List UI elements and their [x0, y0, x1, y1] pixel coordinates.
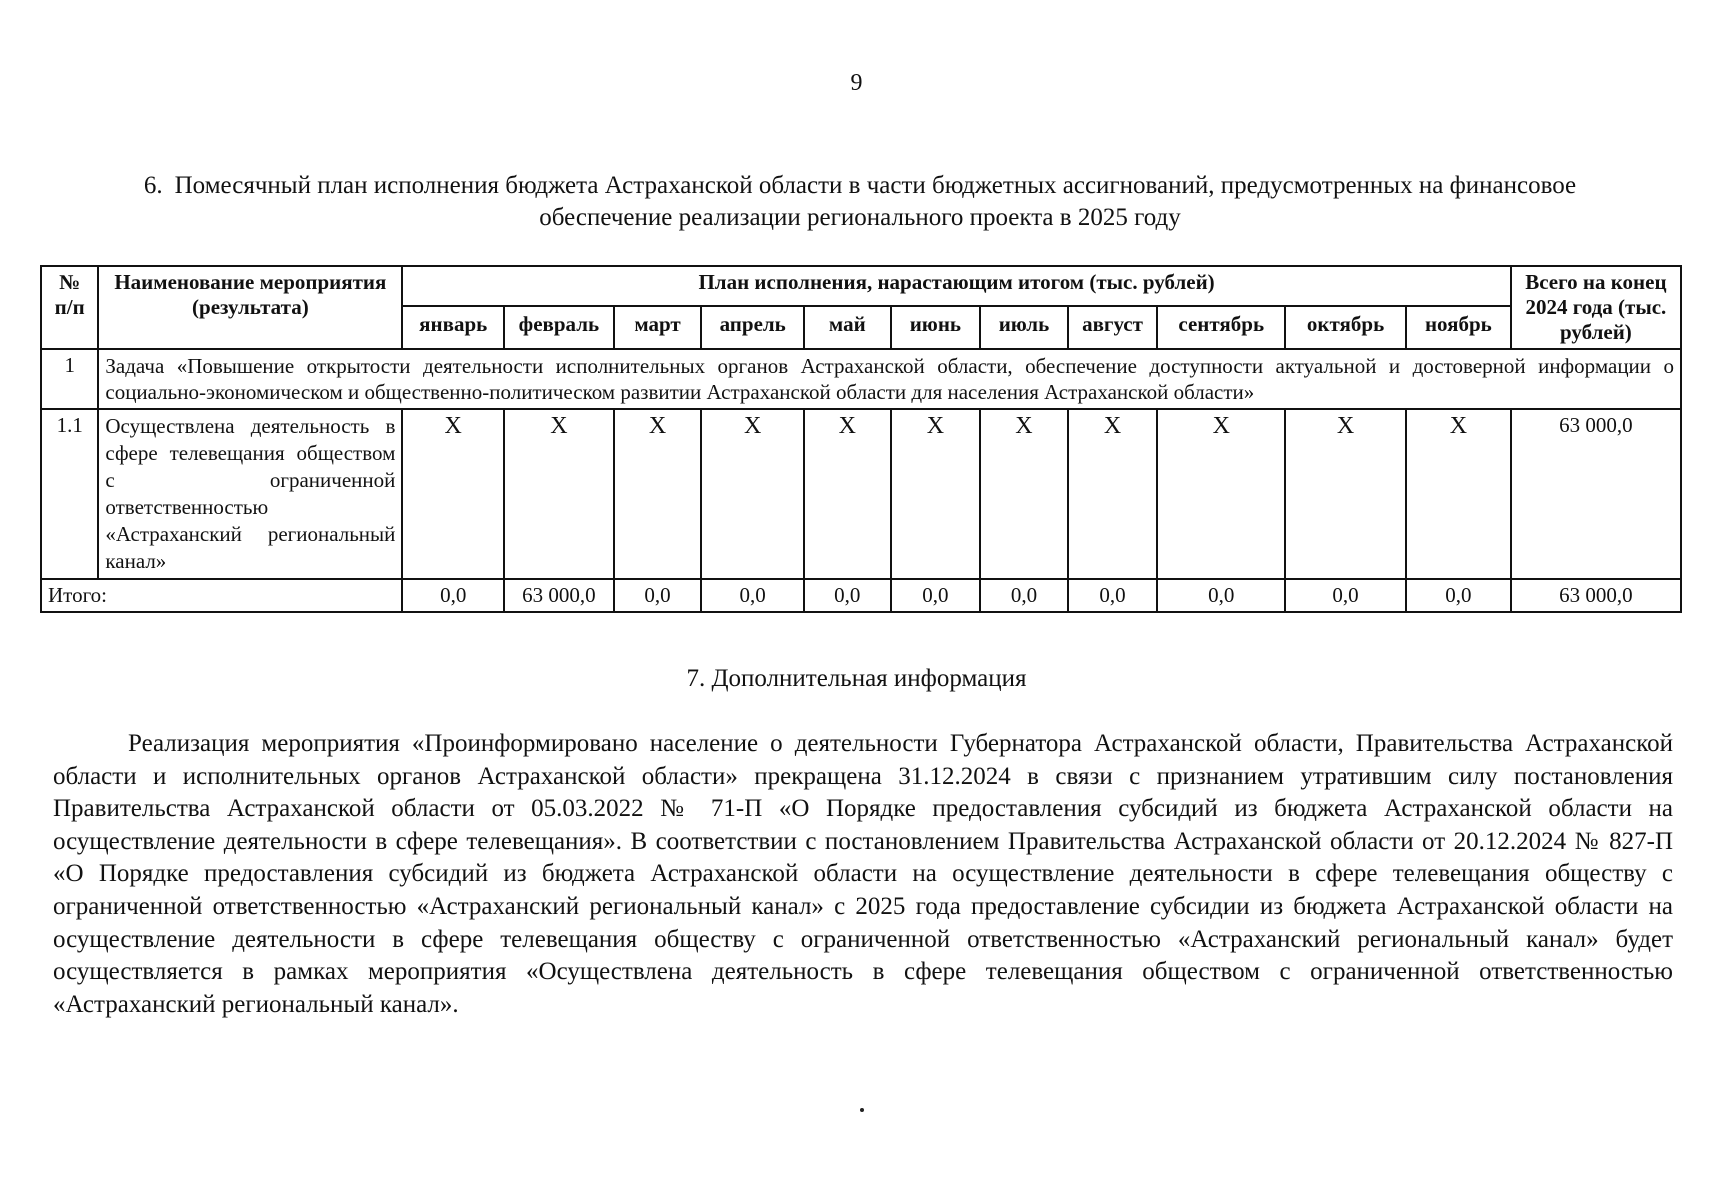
- page-number: 9: [850, 70, 863, 96]
- header-month: январь: [402, 306, 504, 349]
- total-month-cell: 0,0: [804, 579, 891, 612]
- total-month-cell: 0,0: [402, 579, 504, 612]
- total-month-cell: 0,0: [1157, 579, 1285, 612]
- section-7-title: 7. Дополнительная информация: [686, 665, 1027, 692]
- task-text: Задача «Повышение открытости деятельности исполнительных органов Астраханской области, обеспечение доступности актуальной и достоверной информации о социально-экономическом и общественно-политическом развитии Астраханской области для населения Астраханской области»: [98, 349, 1681, 409]
- total-month-cell: 0,0: [980, 579, 1068, 612]
- item-month-cell: X: [1068, 409, 1158, 579]
- item-total: 63 000,0: [1511, 409, 1681, 579]
- additional-info-paragraph: Реализация мероприятия «Проинформировано население о деятельности Губернатора Астраханской области, Правительства Астраханской области и исполнительных органов Астраханской области» прекращена 31.12.2024 в связи с признанием утратившим силу постановления Правительства Астраханской области от 05.03.2022 № 71-П «О Порядке предоставления субсидий из бюджета Астраханской области на осуществление деятельности в сфере телевещания». В соответствии с постановлением Правительства Астраханской области от 20.12.2024 № 827-П «О Порядке предоставления субсидий из бюджета Астраханской области на осуществление деятельности в сфере телевещания обществу с ограниченной ответственностью «Астраханский региональный канал» с 2025 года предоставление субсидии из бюджета Астраханской области на осуществление деятельности в сфере телевещания обществу с ограниченной ответственностью «Астраханский региональный канал» будет осуществляется в рамках мероприятия «Осуществлена деятельность в сфере телевещания обществом с ограниченной ответственностью «Астраханский региональный канал».: [53, 730, 1673, 1018]
- total-month-cell: 0,0: [891, 579, 981, 612]
- header-month: октябрь: [1285, 306, 1406, 349]
- budget-plan-table: [40, 265, 1682, 613]
- item-month-cell: X: [701, 409, 804, 579]
- item-row: [41, 409, 1681, 579]
- item-month-cell: X: [504, 409, 614, 579]
- header-month: апрель: [701, 306, 804, 349]
- header-month: сентябрь: [1157, 306, 1285, 349]
- header-name: Наименование мероприятия (результата): [98, 266, 402, 349]
- total-month-cell: 0,0: [1068, 579, 1158, 612]
- header-month: февраль: [504, 306, 614, 349]
- total-month-cell: 0,0: [701, 579, 804, 612]
- item-month-cell: X: [1157, 409, 1285, 579]
- total-sum: 63 000,0: [1511, 579, 1681, 612]
- header-row-1: [41, 266, 1681, 306]
- header-month: июль: [980, 306, 1068, 349]
- header-month: август: [1068, 306, 1158, 349]
- section-6-title: [90, 170, 1630, 234]
- item-month-cell: X: [1285, 409, 1406, 579]
- item-month-cell: X: [402, 409, 504, 579]
- header-month: ноябрь: [1406, 306, 1511, 349]
- total-month-cell: 63 000,0: [504, 579, 614, 612]
- item-month-cell: X: [891, 409, 981, 579]
- total-month-cell: 0,0: [1285, 579, 1406, 612]
- header-total: Всего на конец 2024 года (тыс. рублей): [1511, 266, 1681, 349]
- task-row: [41, 349, 1681, 409]
- item-month-cell: X: [804, 409, 891, 579]
- total-month-cell: 0,0: [1406, 579, 1511, 612]
- item-month-cell: X: [614, 409, 702, 579]
- header-month: июнь: [891, 306, 981, 349]
- item-month-cell: X: [1406, 409, 1511, 579]
- stray-dot: [860, 1108, 864, 1112]
- item-name: Осуществлена деятельность в сфере телевещания обществом с ограниченной ответственностью «Астраханский региональный канал»: [98, 409, 402, 579]
- task-num: 1: [41, 349, 98, 409]
- section-6-title-text: Помесячный план исполнения бюджета Астраханской области в части бюджетных ассигнований, предусмотренных на финансовое обеспечение реализации регионального проекта в 2025 году: [174, 172, 1577, 231]
- header-plan: План исполнения, нарастающим итогом (тыс. рублей): [402, 266, 1510, 306]
- total-row: [41, 579, 1681, 612]
- header-month: май: [804, 306, 891, 349]
- item-month-cell: X: [980, 409, 1068, 579]
- header-num: № п/п: [41, 266, 98, 349]
- total-label: Итого:: [41, 579, 402, 612]
- header-month: март: [614, 306, 702, 349]
- total-month-cell: 0,0: [614, 579, 702, 612]
- section-6-number: 6.: [143, 172, 163, 199]
- item-num: 1.1: [41, 409, 98, 579]
